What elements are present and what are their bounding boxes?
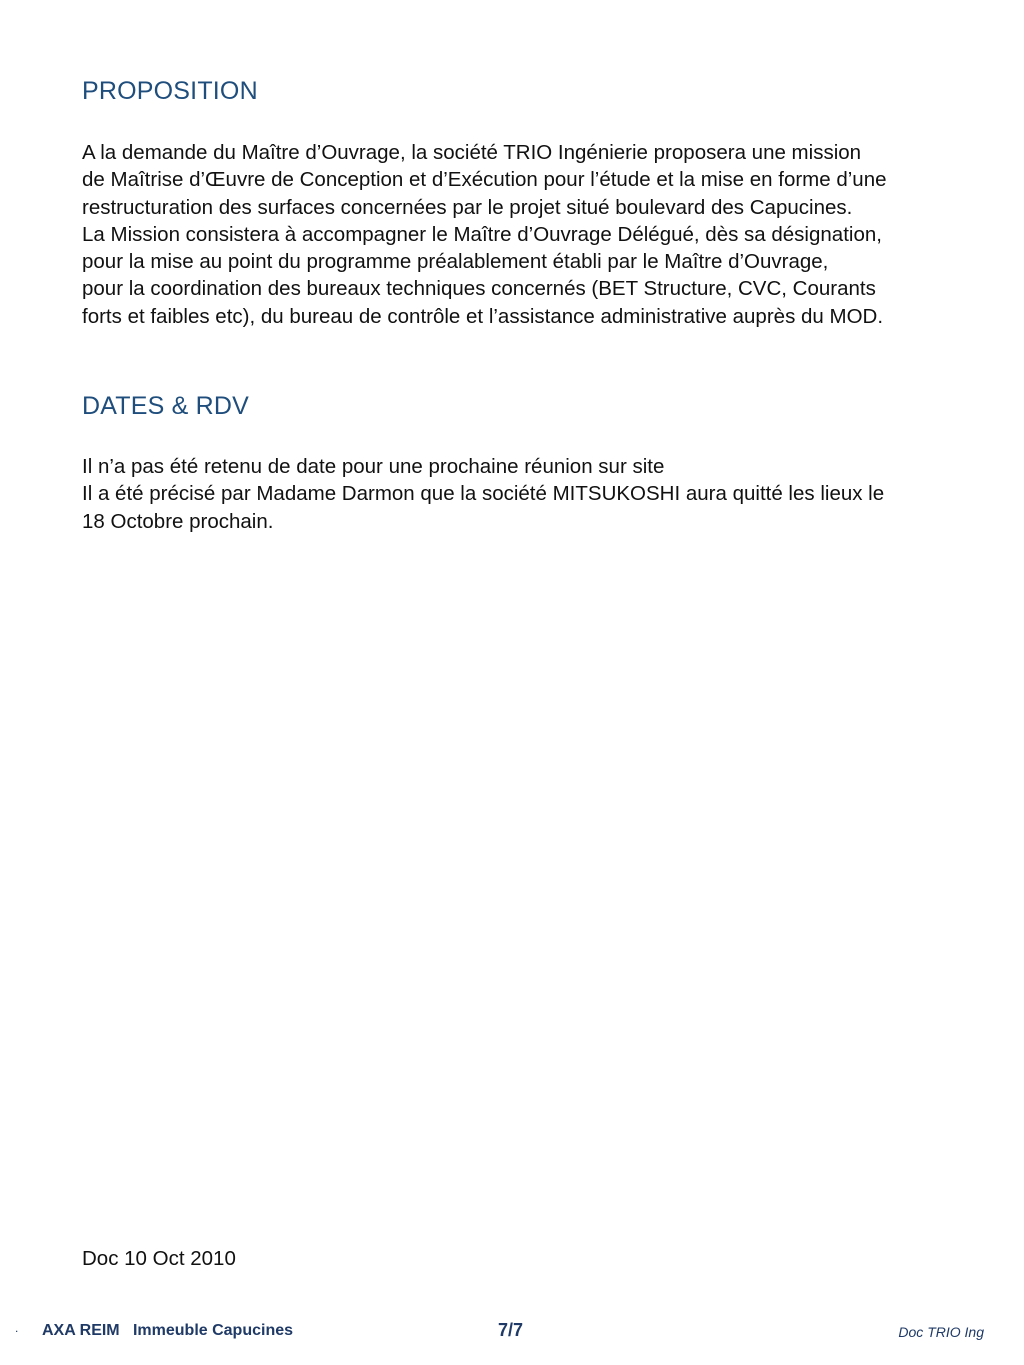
footer-dot: .: [15, 1321, 19, 1335]
paragraph-line: de Maîtrise d’Œuvre de Conception et d’Exécution pour l’étude et la mise en forme d’une: [82, 168, 887, 192]
page-footer: [0, 1318, 1024, 1348]
document-date: Doc 10 Oct 2010: [82, 1247, 236, 1270]
paragraph-line: 18 Octobre prochain.: [82, 509, 274, 533]
paragraph-line: restructuration des surfaces concernées par le projet situé boulevard des Capucines.: [82, 195, 853, 219]
dates-paragraph: [82, 453, 982, 535]
footer-page-number: 7/7: [498, 1320, 524, 1340]
footer-doc-source: Doc TRIO Ing: [898, 1324, 984, 1340]
paragraph-line: pour la mise au point du programme préalablement établi par le Maître d’Ouvrage,: [82, 250, 829, 274]
section-title-dates: DATES & RDV: [82, 392, 250, 420]
paragraph-line: Il n’a pas été retenu de date pour une prochaine réunion sur site: [82, 455, 665, 478]
footer-project-name: AXA REIM Immeuble Capucines: [42, 1322, 294, 1339]
proposition-paragraph: [82, 139, 982, 330]
paragraph-line: forts et faibles etc), du bureau de contrôle et l’assistance administrative auprès du MOD.: [82, 304, 884, 328]
paragraph-line: La Mission consistera à accompagner le Maître d’Ouvrage Délégué, dès sa désignation,: [82, 222, 882, 246]
section-title-proposition: PROPOSITION: [82, 77, 258, 105]
paragraph-line: A la demande du Maître d’Ouvrage, la société TRIO Ingénierie proposera une mission: [82, 141, 862, 164]
paragraph-line: pour la coordination des bureaux techniques concernés (BET Structure, CVC, Courants: [82, 277, 876, 301]
paragraph-line: Il a été précisé par Madame Darmon que la société MITSUKOSHI aura quitté les lieux le: [82, 482, 885, 506]
